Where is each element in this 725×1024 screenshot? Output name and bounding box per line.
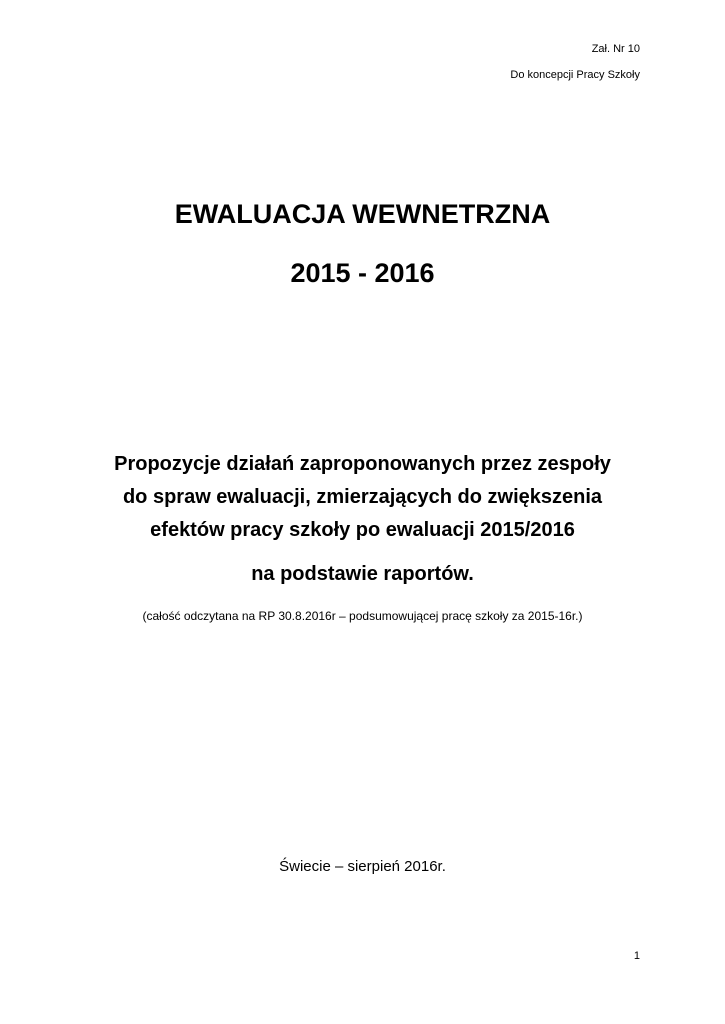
subtitle-line: efektów pracy szkoły po ewaluacji 2015/2016	[150, 519, 575, 541]
subtitle-line: do spraw ewaluacji, zmierzających do zwiększenia	[122, 486, 603, 508]
subtitle-line: Propozycje działań zaproponowanych przez zespoły	[114, 453, 611, 475]
header-block	[510, 36, 640, 88]
subtitle-block	[0, 448, 725, 547]
attachment-number: Zał. Nr 10	[591, 43, 640, 55]
attachment-reference: Do koncepcji Pracy Szkoły	[510, 69, 640, 81]
basis-line: na podstawie raportów.	[251, 563, 474, 585]
page-number: 1	[633, 950, 640, 962]
document-years: 2015 - 2016	[290, 258, 435, 288]
document-title: EWALUACJA WEWNETRZNA	[174, 199, 551, 229]
note-text: (całość odczytana na RP 30.8.2016r – podsumowującej pracę szkoły za 2015-16r.)	[142, 609, 583, 623]
place-date: Świecie – sierpień 2016r.	[279, 858, 446, 875]
